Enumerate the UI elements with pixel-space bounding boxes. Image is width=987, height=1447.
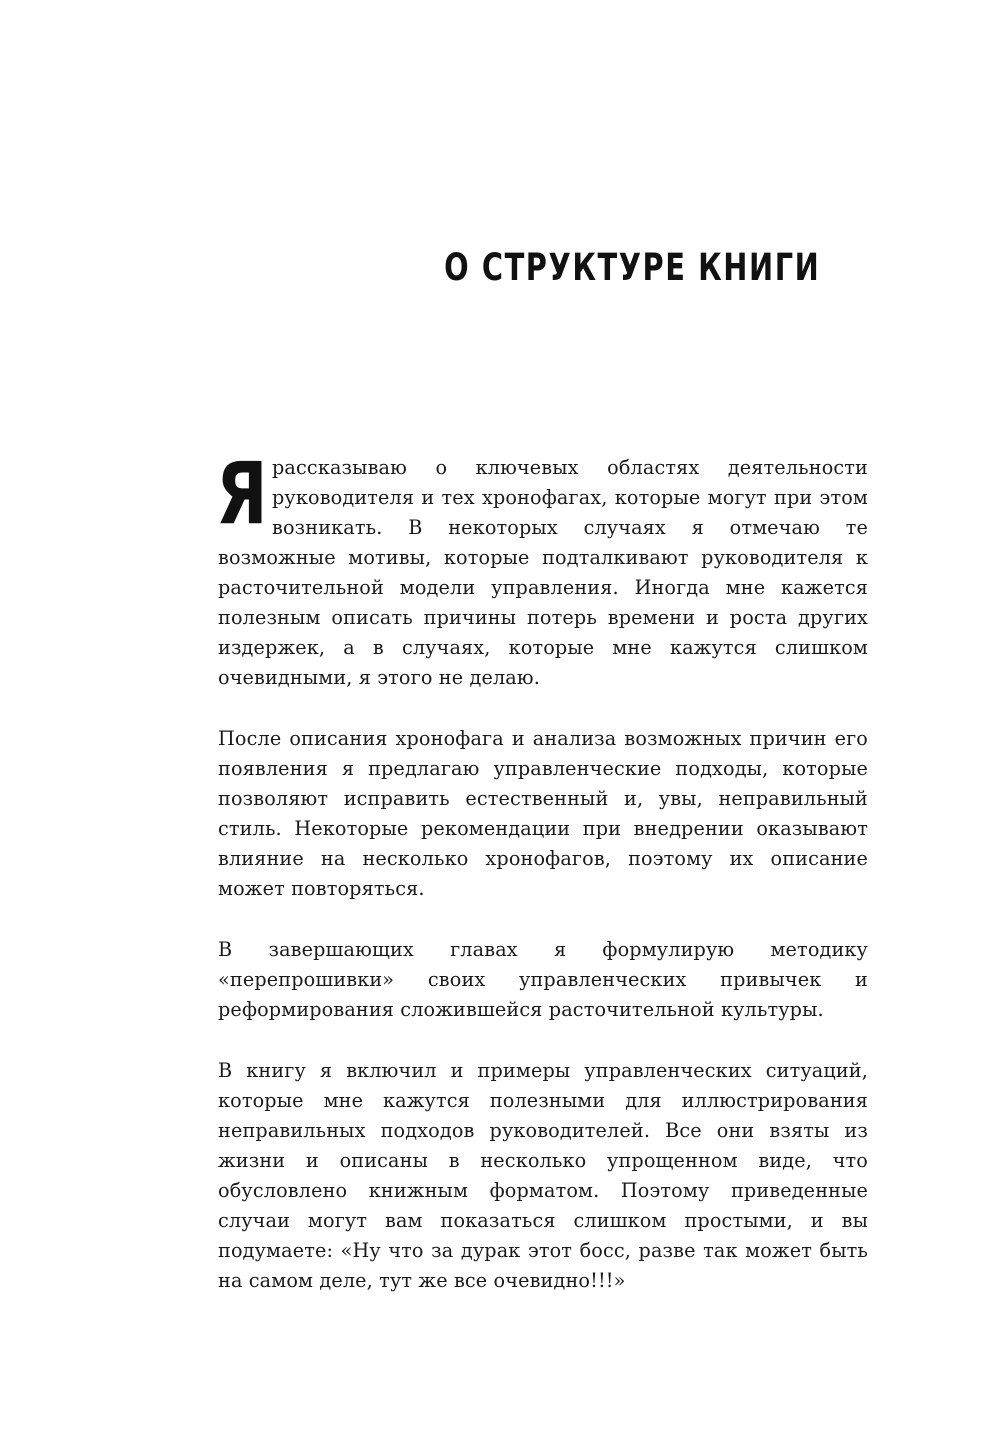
paragraph-1-text: рассказываю о ключевых областях деятельности руководителя и тех хронофагах, которые могут при этом возникать. В некоторых случаях я отмечаю те возможные мотивы, которые подталкивают руководителя к расточительной модели управления. Иногда мне кажется полезным описать причины потерь времени и роста других издержек, а в случаях, которые мне кажутся слишком очевидными, я этого не делаю. [218, 456, 868, 689]
paragraph-1 [216, 444, 868, 693]
drop-cap: Я [216, 444, 268, 544]
body-text [216, 444, 868, 1327]
paragraph-4: В книгу я включил и примеры управленческих ситуаций, которые мне кажутся полезными для иллюстрирования неправильных подходов руководителей. Все они взяты из жизни и описаны в несколько упрощенном виде, что обусловлено книжным форматом. Поэтому приведенные случаи могут вам показаться слишком простыми, и вы подумаете: «Ну что за дурак этот босс, разве так может быть на самом деле, тут же все очевидно!!!» [218, 1059, 868, 1292]
chapter-title: О СТРУКТУРЕ КНИГИ [443, 246, 820, 289]
paragraph-3: В завершающих главах я формулирую методику «перепрошивки» своих управленческих привычек и реформирования сложившейся расточительной культуры. [218, 938, 868, 1021]
paragraph-2: После описания хронофага и анализа возможных причин его появления я предлагаю управленческие подходы, которые позволяют исправить естественный и, увы, неправильный стиль. Некоторые рекомендации при внедрении оказывают влияние на несколько хронофагов, поэтому их описание может повторяться. [218, 727, 868, 900]
